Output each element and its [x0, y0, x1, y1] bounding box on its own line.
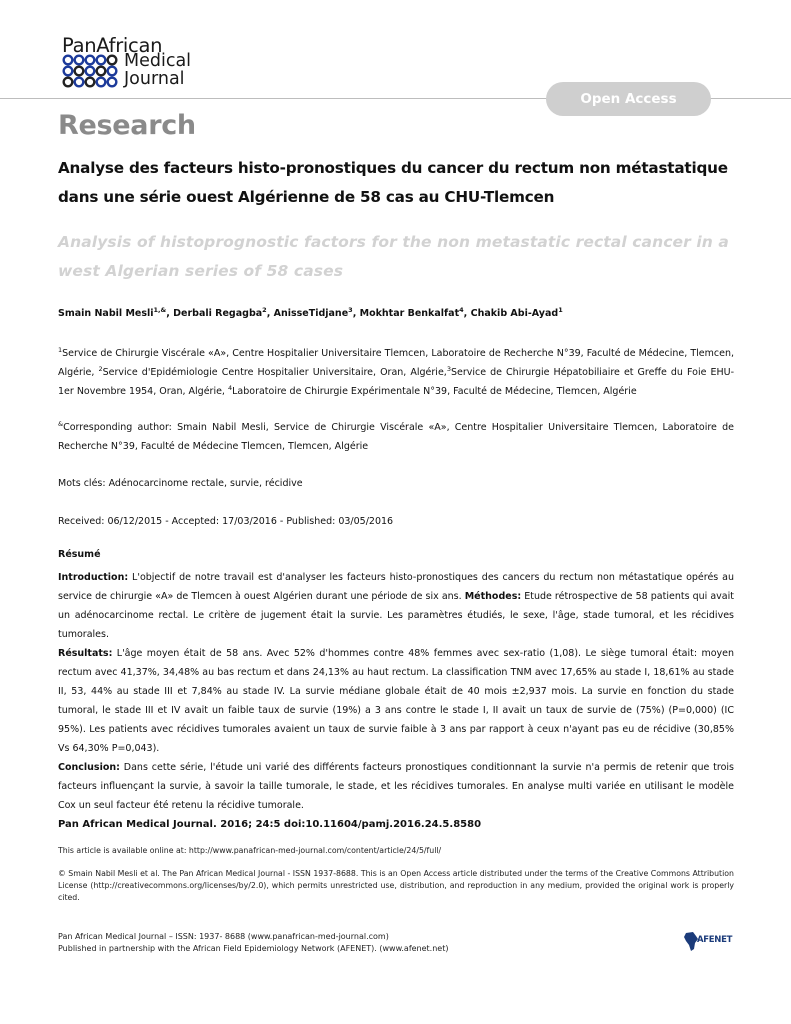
author-sep: ,: [463, 308, 471, 319]
affil-sup: 4: [227, 383, 233, 392]
methods-label: Méthodes:: [464, 591, 522, 602]
author-sup: 3: [348, 305, 353, 314]
affiliation-1: Service de Chirurgie Viscérale «A», Centre Hospitalier Universitaire Tlemcen, Laboratoire de Recherche N°39, Faculté de Médecine, Tlemcen, Algérie,: [58, 348, 734, 378]
article-title-en: Analysis of histoprognostic factors for the non metastatic rectal cancer in a west Algerian series of 58 cases: [58, 233, 729, 280]
author-list: [58, 305, 563, 319]
journal-logo: [62, 36, 202, 96]
logo-text-journal: Journal: [124, 69, 185, 89]
author-sup: 1: [558, 305, 563, 314]
open-access-badge: Open Access: [546, 82, 711, 116]
author-name: Chakib Abi-Ayad: [470, 308, 559, 319]
affil-sup: 3: [446, 364, 451, 373]
article-dates: Received: 06/12/2015 - Accepted: 17/03/2016 - Published: 03/05/2016: [58, 516, 394, 527]
results-label: Résultats:: [58, 648, 113, 659]
corresponding-author: [58, 418, 734, 456]
corresponding-text: Corresponding author: Smain Nabil Mesli, Service de Chirurgie Viscérale «A», Centre Hospitalier Universitaire Tlemcen, Laboratoire de Recherche N°39, Faculté de Médecine Tlemcen, Tlemcen, Algérie: [58, 422, 734, 452]
author-sup: 2: [262, 305, 267, 314]
affiliation-2: Service d'Epidémiologie Centre Hospitalier Universitaire, Oran, Algérie,: [102, 367, 447, 378]
author-name: Derbali Regagba: [173, 308, 263, 319]
author-sep: ,: [166, 308, 174, 319]
section-heading: Research: [58, 110, 196, 141]
author-name: AnisseTidjane: [273, 308, 349, 319]
affil-sup: 1: [58, 345, 63, 354]
affil-sup: 2: [98, 364, 103, 373]
abstract-heading: Résumé: [58, 549, 101, 560]
copyright-notice: © Smain Nabil Mesli et al. The Pan African Medical Journal - ISSN 1937-8688. This is an Open Access article distributed under the terms of the Creative Commons Attribution License (http://creativecommons.org/licenses/by/2.0), which permits unrestricted use, distribution, and reproduction in any medium, provided the original work is properly cited.: [58, 869, 734, 902]
footer-partnership-line: Published in partnership with the African Field Epidemiology Network (AFENET). (www.afenet.net): [58, 944, 449, 953]
conclusion-label: Conclusion:: [58, 762, 120, 773]
affiliation-3: Service de Chirurgie Hépatobiliaire et Greffe du Foie EHU- 1er Novembre 1954, Oran, Algérie,: [58, 367, 735, 397]
online-availability: This article is available online at: http://www.panafrican-med-journal.com/content/article/24/5/full/: [58, 846, 442, 855]
logo-text-medical: Medical: [124, 51, 192, 71]
intro-label: Introduction:: [58, 572, 129, 583]
author-sup: 4: [459, 305, 464, 314]
footer-journal-line: Pan African Medical Journal – ISSN: 1937- 8688 (www.panafrican-med-journal.com): [58, 932, 389, 941]
author-sep: ,: [352, 308, 360, 319]
afenet-logo-text: AFENET: [697, 935, 733, 945]
conclusion-text: Dans cette série, l'étude uni varié des différents facteurs pronostiques conditionnant la survie n'a permis de retenir que trois facteurs influençant la survie, à savoir la taille tumorale, le stade, et les récidives tumorales. En analyse multi variée en utilisant le modèle Cox un seul facteur été retenu la récidive tumorale.: [58, 762, 734, 811]
logo-dots-icon: [62, 54, 122, 94]
author-sep: ,: [266, 308, 274, 319]
article-title-fr: Analyse des facteurs histo-pronostiques du cancer du rectum non métastatique dans une série ouest Algérienne de 58 cas au CHU-Tlemcen: [58, 159, 728, 206]
results-text: L'âge moyen était de 58 ans. Avec 52% d'hommes contre 48% femmes avec sex-ratio (1,08). Le siège tumoral était: moyen rectum avec 41,37%, 34,48% au bas rectum et dans 24,13% au haut rectum. La classification TNM avec 17,65% au stade I, 18,61% au stade II, 53, 44% au stade III et 7,84% au stade IV. La survie médiane globale était de 40 mois ±2,937 mois. La survie en fonction du stade tumoral, le stade III et IV avait un faible taux de survie (19%) a 3 ans contre le stade I, II avait un taux de survie de (75%) (P=0,000) (IC 95%). Les patients avec récidives tumorales avaient un taux de survie faible à 3 ans par rapport à ceux n'ayant pas eu de récidive (30,85% Vs 64,30% P=0,043).: [58, 648, 734, 754]
logo-text-panafrican: PanAfrican: [62, 34, 163, 57]
author-name: Smain Nabil Mesli: [58, 308, 154, 319]
abstract-body: [58, 568, 734, 815]
corr-sup: &: [58, 419, 64, 428]
methods-text: Etude rétrospective de 58 patients qui avait un adénocarcinome rectal. Le critère de jugement était la survie. Les paramètres étudiés, le sexe, l'âge, stade tumoral, et les récidives tumorales.: [58, 591, 734, 640]
affiliation-4: Laboratoire de Chirurgie Expérimentale N°39, Faculté de Médecine, Tlemcen, Algérie: [232, 386, 637, 397]
author-name: Mokhtar Benkalfat: [359, 308, 460, 319]
afenet-logo: [683, 930, 735, 954]
intro-text: L'objectif de notre travail est d'analyser les facteurs histo-pronostiques des cancers du rectum non métastatique opérés au service de chirurgie «A» de Tlemcen à ouest Algérien durant une période de six ans.: [58, 572, 734, 602]
author-sup: 1,&: [153, 305, 167, 314]
keywords: Mots clés: Adénocarcinome rectale, survie, récidive: [58, 478, 303, 489]
citation: Pan African Medical Journal. 2016; 24:5 doi:10.11604/pamj.2016.24.5.8580: [58, 819, 482, 830]
affiliations: [58, 344, 734, 401]
